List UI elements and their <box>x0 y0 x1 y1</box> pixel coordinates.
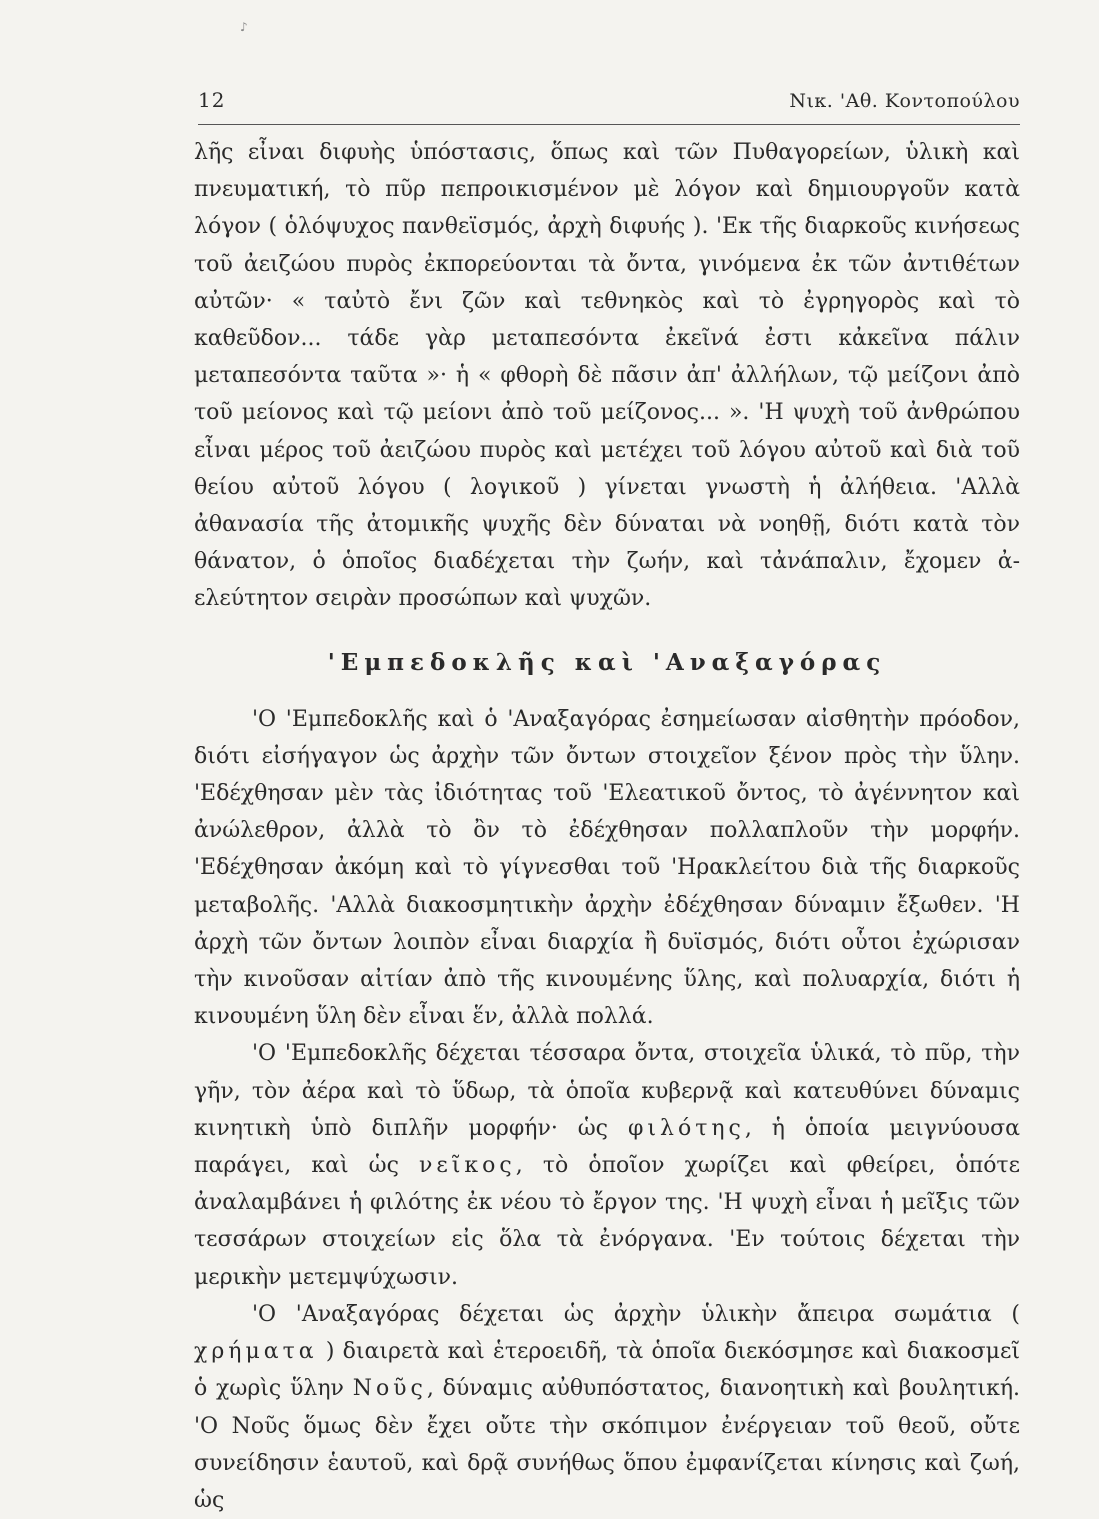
ink-speck: ♪ <box>240 20 248 34</box>
page-number: 12 <box>198 88 226 112</box>
page-header <box>198 82 1020 122</box>
paragraph-1: λῆς εἶναι διφυὴς ὑπόστασις, ὅπως καὶ τῶν Πυθαγορείων, ὑλικὴ καὶ πνευματική, τὸ πῦρ πεπροικισμένον μὲ λόγον καὶ δημιουργοῦν κατὰ λόγον ( ὁλόψυχος πανθεϊσμός, ἀρχὴ διφυής ). 'Εκ τῆς διαρκοῦς κινήσεως τοῦ ἀειζώου πυρὸς ἐκπορεύονται τὰ ὄντα, γινόμενα ἐκ τῶν ἀντιθέτων αὐτῶν· « ταὐτὸ ἔνι ζῶν καὶ τεθνηκὸς καὶ τὸ ἐγρηγορὸς καὶ τὸ καθεῦδον... τάδε γὰρ μεταπεσόντα ἐκεῖνά ἐστι κἀκεῖνα πάλιν μεταπεσόντα ταῦτα »· ἡ « φθορὴ δὲ πᾶσιν ἀπ' ἀλλήλων, τῷ μείζονι ἀπὸ τοῦ μείονος καὶ τῷ μείονι ἀπὸ τοῦ μείζονος... ». 'Η ψυχὴ τοῦ ἀνθρώπου εἶναι μέρος τοῦ ἀειζώου πυρὸς καὶ μετέχει τοῦ λόγου αὐτοῦ καὶ διὰ τοῦ θείου αὐτοῦ λόγου ( λογικοῦ ) γίνεται γνωστὴ ἡ ἀλήθεια. 'Αλλὰ ἀθανασία τῆς ἀτομικῆς ψυχῆς δὲν δύναται νὰ νοηθῇ, διότι κατὰ τὸν θάνατον, ὁ ὁποῖος διαδέχεται τὴν ζωήν, καὶ τἀνάπαλιν, ἔχομεν ἀ-ελεύτητον σειρὰν προσώπων καὶ ψυχῶν. <box>194 140 1020 612</box>
paragraph-4-part-c: , δύναμις αὐθυπόστατος, διανοητικὴ καὶ βουλητική. 'Ο Νοῦς ὅμως δὲν ἔχει οὔτε τὴν σκόπιμον ἐνέργειαν τοῦ θεοῦ, οὔτε συνείδησιν ἑαυτοῦ, καὶ δρᾷ συνήθως ὅπου ἐμφανίζεται κίνησις καὶ ζωή, ὡς <box>194 1376 1020 1513</box>
term-nous: Νοῦς <box>352 1376 427 1402</box>
paragraph-4-part-a: 'Ο 'Αναξαγόρας δέχεται ὡς ἀρχὴν ὑλικὴν ἄπειρα σωμάτια ( <box>252 1301 1020 1327</box>
term-chremata: χρήματα <box>194 1339 318 1365</box>
paragraph-3-part-a: 'Ο 'Εμπεδοκλῆς δέχεται τέσσαρα ὄντα, στοιχεῖα ὑλικά, τὸ πῦρ, τὴν γῆν, τὸν ἀέρα καὶ τὸ ὕδωρ, τὰ ὁποῖα κυβερνᾷ καὶ κατευθύνει δύναμις κινητικὴ ὑπὸ διπλῆν μορφήν· ὡς <box>194 1041 1020 1141</box>
term-neikos: νεῖκος <box>419 1153 516 1179</box>
paragraph-3 <box>194 1035 1020 1295</box>
paragraph-4 <box>194 1296 1020 1519</box>
paragraph-4-part-b: ) διαιρετὰ καὶ ἑτεροειδῆ, τὰ ὁποῖα διεκόσμησε καὶ διακοσμεῖ ὁ χωρὶς ὕλην <box>194 1339 1020 1402</box>
running-head: Νικ. 'Αθ. Κοντοπούλου <box>789 90 1020 112</box>
term-philotes: φιλότης <box>627 1115 745 1141</box>
paragraph-2: 'Ο 'Εμπεδοκλῆς καὶ ὁ 'Αναξαγόρας ἐσημείωσαν αἰσθητὴν πρόοδον, διότι εἰσήγαγον ὡς ἀρχὴν τῶν ὄντων στοιχεῖον ξένον πρὸς τὴν ὕλην. 'Εδέχθησαν μὲν τὰς ἰδιότητας τοῦ 'Ελεατικοῦ ὄντος, τὸ ἀγέννητον καὶ ἀνώλεθρον, ἀλλὰ τὸ ὂν τὸ ἐδέχθησαν πολλαπλοῦν τὴν μορφήν. 'Εδέχθησαν ἀκόμη καὶ τὸ γίγνεσθαι τοῦ 'Ηρακλείτου διὰ τῆς διαρκοῦς μεταβολῆς. 'Αλλὰ διακοσμητικὴν ἀρχὴν ἐδέχθησαν δύναμιν ἔξωθεν. 'Η ἀρχὴ τῶν ὄντων λοιπὸν εἶναι διαρχία ἢ δυϊσμός, διότι οὗτοι ἐχώρισαν τὴν κινοῦσαν αἰτίαν ἀπὸ τῆς κινουμένης ὕλης, καὶ πολυαρχία, διότι ἡ κινουμένη ὕλη δὲν εἶναι ἕν, ἀλλὰ πολλά. <box>194 706 1020 1030</box>
body-text <box>194 134 1020 1519</box>
paragraph-3-part-c: , τὸ ὁποῖον χωρίζει καὶ φθείρει, ὁπότε ἀναλαμβάνει ἡ φιλότης ἐκ νέου τὸ ἔργον της. 'Η ψυχὴ εἶναι ἡ μεῖξις τῶν τεσσάρων στοιχείων εἰς ὅλα τὰ ἐνόργανα. 'Εν τούτοις δέχεται τὴν μερικὴν μετεμψύχωσιν. <box>194 1153 1021 1290</box>
header-rule <box>198 124 1020 125</box>
section-heading: 'Εμπεδοκλῆς καὶ 'Αναξαγόρας <box>327 648 887 676</box>
paragraph-3-part-b: , ἡ ὁποία μειγνύουσα παράγει, καὶ ὡς <box>194 1115 1021 1179</box>
